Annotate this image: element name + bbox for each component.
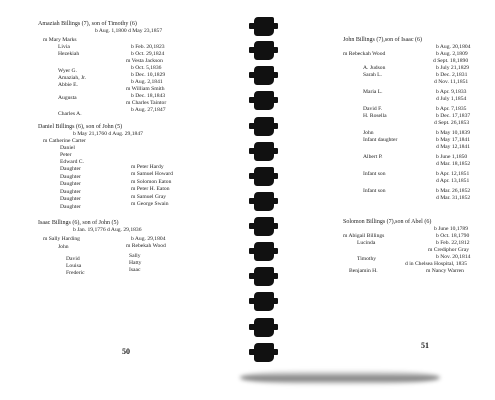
record-heading: Daniel Billings (6), son of John (5) bbox=[38, 124, 123, 130]
child-dates: b Dec. 17,1837 bbox=[436, 113, 471, 119]
record-dates: b Jan. 19,1776 d Aug. 29,1836 bbox=[73, 227, 142, 233]
child-name: Amaziah, Jr. bbox=[58, 75, 87, 81]
child-name: H. Rosella bbox=[363, 113, 387, 119]
spouse-line: m Catherine Carter bbox=[43, 138, 86, 144]
record-dates: d Sept. 18,1890 bbox=[433, 58, 469, 64]
record-dates: b Aug. 2,1809 bbox=[436, 51, 468, 57]
child-dates: d Apr. 13,1851 bbox=[436, 178, 470, 184]
child-name: Frederic bbox=[66, 270, 85, 276]
child-dates: b Nov. 20,1814 bbox=[436, 254, 471, 260]
child-dates: b Dec. 2,1831 bbox=[436, 72, 468, 78]
child-dates: b Aug. 2,1841 bbox=[131, 79, 163, 85]
child-name: Augusta bbox=[58, 95, 77, 101]
child-dates: b May 10,1839 bbox=[436, 130, 471, 136]
page-number: 51 bbox=[421, 341, 429, 350]
record-dates: b June 10,1789 bbox=[434, 226, 469, 232]
child-name: Daughter bbox=[60, 166, 81, 172]
child-name: Hezekiah bbox=[58, 51, 80, 57]
child-spouse: m Crediphor Gray bbox=[428, 247, 470, 253]
child-spouse: m Nancy Warren bbox=[426, 268, 464, 274]
child-name: Infant daughter bbox=[363, 137, 398, 143]
child-name: Abbie E. bbox=[58, 82, 78, 88]
child-spouse: m William Smith bbox=[126, 86, 165, 92]
child-spouse: m Samuel Howard bbox=[131, 171, 173, 177]
child-name: Maria L. bbox=[363, 89, 383, 95]
spouse-line: m Rebeckah Wood bbox=[343, 51, 386, 57]
spouse-line: m Mary Marks bbox=[43, 37, 77, 43]
record-dates: b Oct. 18,1790 bbox=[436, 233, 470, 239]
child-spouse: m Charles Taintor bbox=[126, 100, 167, 106]
child-dates: b Dec. 18,1843 bbox=[131, 93, 166, 99]
child-name: Peter bbox=[60, 152, 72, 158]
right-page bbox=[258, 0, 495, 400]
child-dates: d Mar. 31,1852 bbox=[436, 195, 471, 201]
child-name: Sally bbox=[129, 253, 141, 259]
child-spouse: m Samuel Gray bbox=[131, 194, 167, 200]
child-name: A. Judson bbox=[363, 65, 386, 71]
child-dates: d Nov. 11,1851 bbox=[434, 79, 469, 85]
child-dates: d May 12,1841 bbox=[436, 144, 471, 150]
record-heading: Amaziah Billings (7), son of Timothy (6) bbox=[38, 21, 137, 27]
child-spouse: m Peter H. Eaton bbox=[131, 186, 170, 192]
child-name: Daughter bbox=[60, 174, 81, 180]
child-dates: d July 1,1854 bbox=[436, 96, 467, 102]
child-name: Louisa bbox=[66, 263, 82, 269]
record-heading: Solomon Billings (7),son of Abel (6) bbox=[343, 219, 432, 225]
child-dates: b Aug. 27,1847 bbox=[131, 107, 166, 113]
child-name: Albert P. bbox=[363, 154, 383, 160]
child-dates: b Dec. 10,1829 bbox=[131, 72, 166, 78]
child-dates: b Aug. 29,1804 bbox=[131, 236, 166, 242]
child-dates: b Feb. 22,1812 bbox=[436, 240, 470, 246]
child-name: Daughter bbox=[60, 204, 81, 210]
child-spouse: m Solomon Eaton bbox=[131, 179, 172, 185]
child-name: Daughter bbox=[60, 189, 81, 195]
child-dates: b June 1,1850 bbox=[436, 154, 468, 160]
record-heading: John Billings (7),son of Isaac (6) bbox=[343, 37, 422, 43]
spouse-line: m Abigail Billings bbox=[343, 233, 385, 239]
child-dates: b Oct. 5,1836 bbox=[131, 65, 162, 71]
child-name: David F. bbox=[363, 106, 383, 112]
child-name: Daniel bbox=[60, 145, 75, 151]
child-name: Wyer G. bbox=[58, 68, 77, 74]
child-dates: b Apr. 12,1851 bbox=[436, 171, 470, 177]
child-name: Timothy bbox=[357, 256, 377, 262]
child-name: John bbox=[363, 130, 374, 136]
child-dates: d Sept. 26,1853 bbox=[434, 120, 470, 126]
child-name: David bbox=[66, 256, 80, 262]
child-name: Sarah L. bbox=[363, 72, 382, 78]
child-dates: b July 21,1829 bbox=[436, 65, 470, 71]
spouse-line: m Sally Harding bbox=[43, 236, 80, 242]
child-name: Lucinda bbox=[357, 240, 376, 246]
child-name: Isaac bbox=[129, 267, 141, 273]
child-name: Livia bbox=[58, 44, 70, 50]
child-name: Benjamin H. bbox=[349, 268, 378, 274]
child-name: Daughter bbox=[60, 181, 81, 187]
child-name: Edward C. bbox=[60, 159, 84, 165]
child-name: Charles A. bbox=[58, 111, 82, 117]
child-name: Infant son bbox=[363, 171, 386, 177]
record-dates: b Aug. 20,1804 bbox=[436, 44, 471, 50]
child-name: Daughter bbox=[60, 196, 81, 202]
child-spouse: m George Swain bbox=[131, 201, 169, 207]
child-dates: b Feb. 20,1823 bbox=[131, 44, 165, 50]
child-name: Infant son bbox=[363, 188, 386, 194]
record-heading: Isaac Billings (6), son of John (5) bbox=[38, 220, 119, 226]
child-dates: b Oct. 29,1824 bbox=[131, 51, 165, 57]
child-spouse: m Peter Hardy bbox=[131, 164, 164, 170]
page-number: 50 bbox=[122, 347, 130, 356]
child-dates: b May 17,1841 bbox=[436, 137, 471, 143]
child-dates: b Apr. 7,1835 bbox=[436, 106, 467, 112]
record-dates: b May 21,1760 d Aug. 29,1847 bbox=[73, 131, 143, 137]
child-spouse: m Vesta Jackson bbox=[126, 58, 163, 64]
record-dates: b Aug. 1,1800 d May 23,1857 bbox=[95, 28, 163, 34]
child-dates: b Mar. 26,1852 bbox=[436, 188, 471, 194]
child-name: John bbox=[58, 244, 69, 250]
child-dates: b Apr. 9,1833 bbox=[436, 89, 467, 95]
child-name: Hatty bbox=[129, 260, 142, 266]
child-dates: d Mar. 18,1852 bbox=[436, 161, 471, 167]
child-spouse: m Rebekah Wood bbox=[126, 243, 166, 249]
child-dates: d in Chelsea Hospital, 1835 bbox=[405, 261, 467, 267]
